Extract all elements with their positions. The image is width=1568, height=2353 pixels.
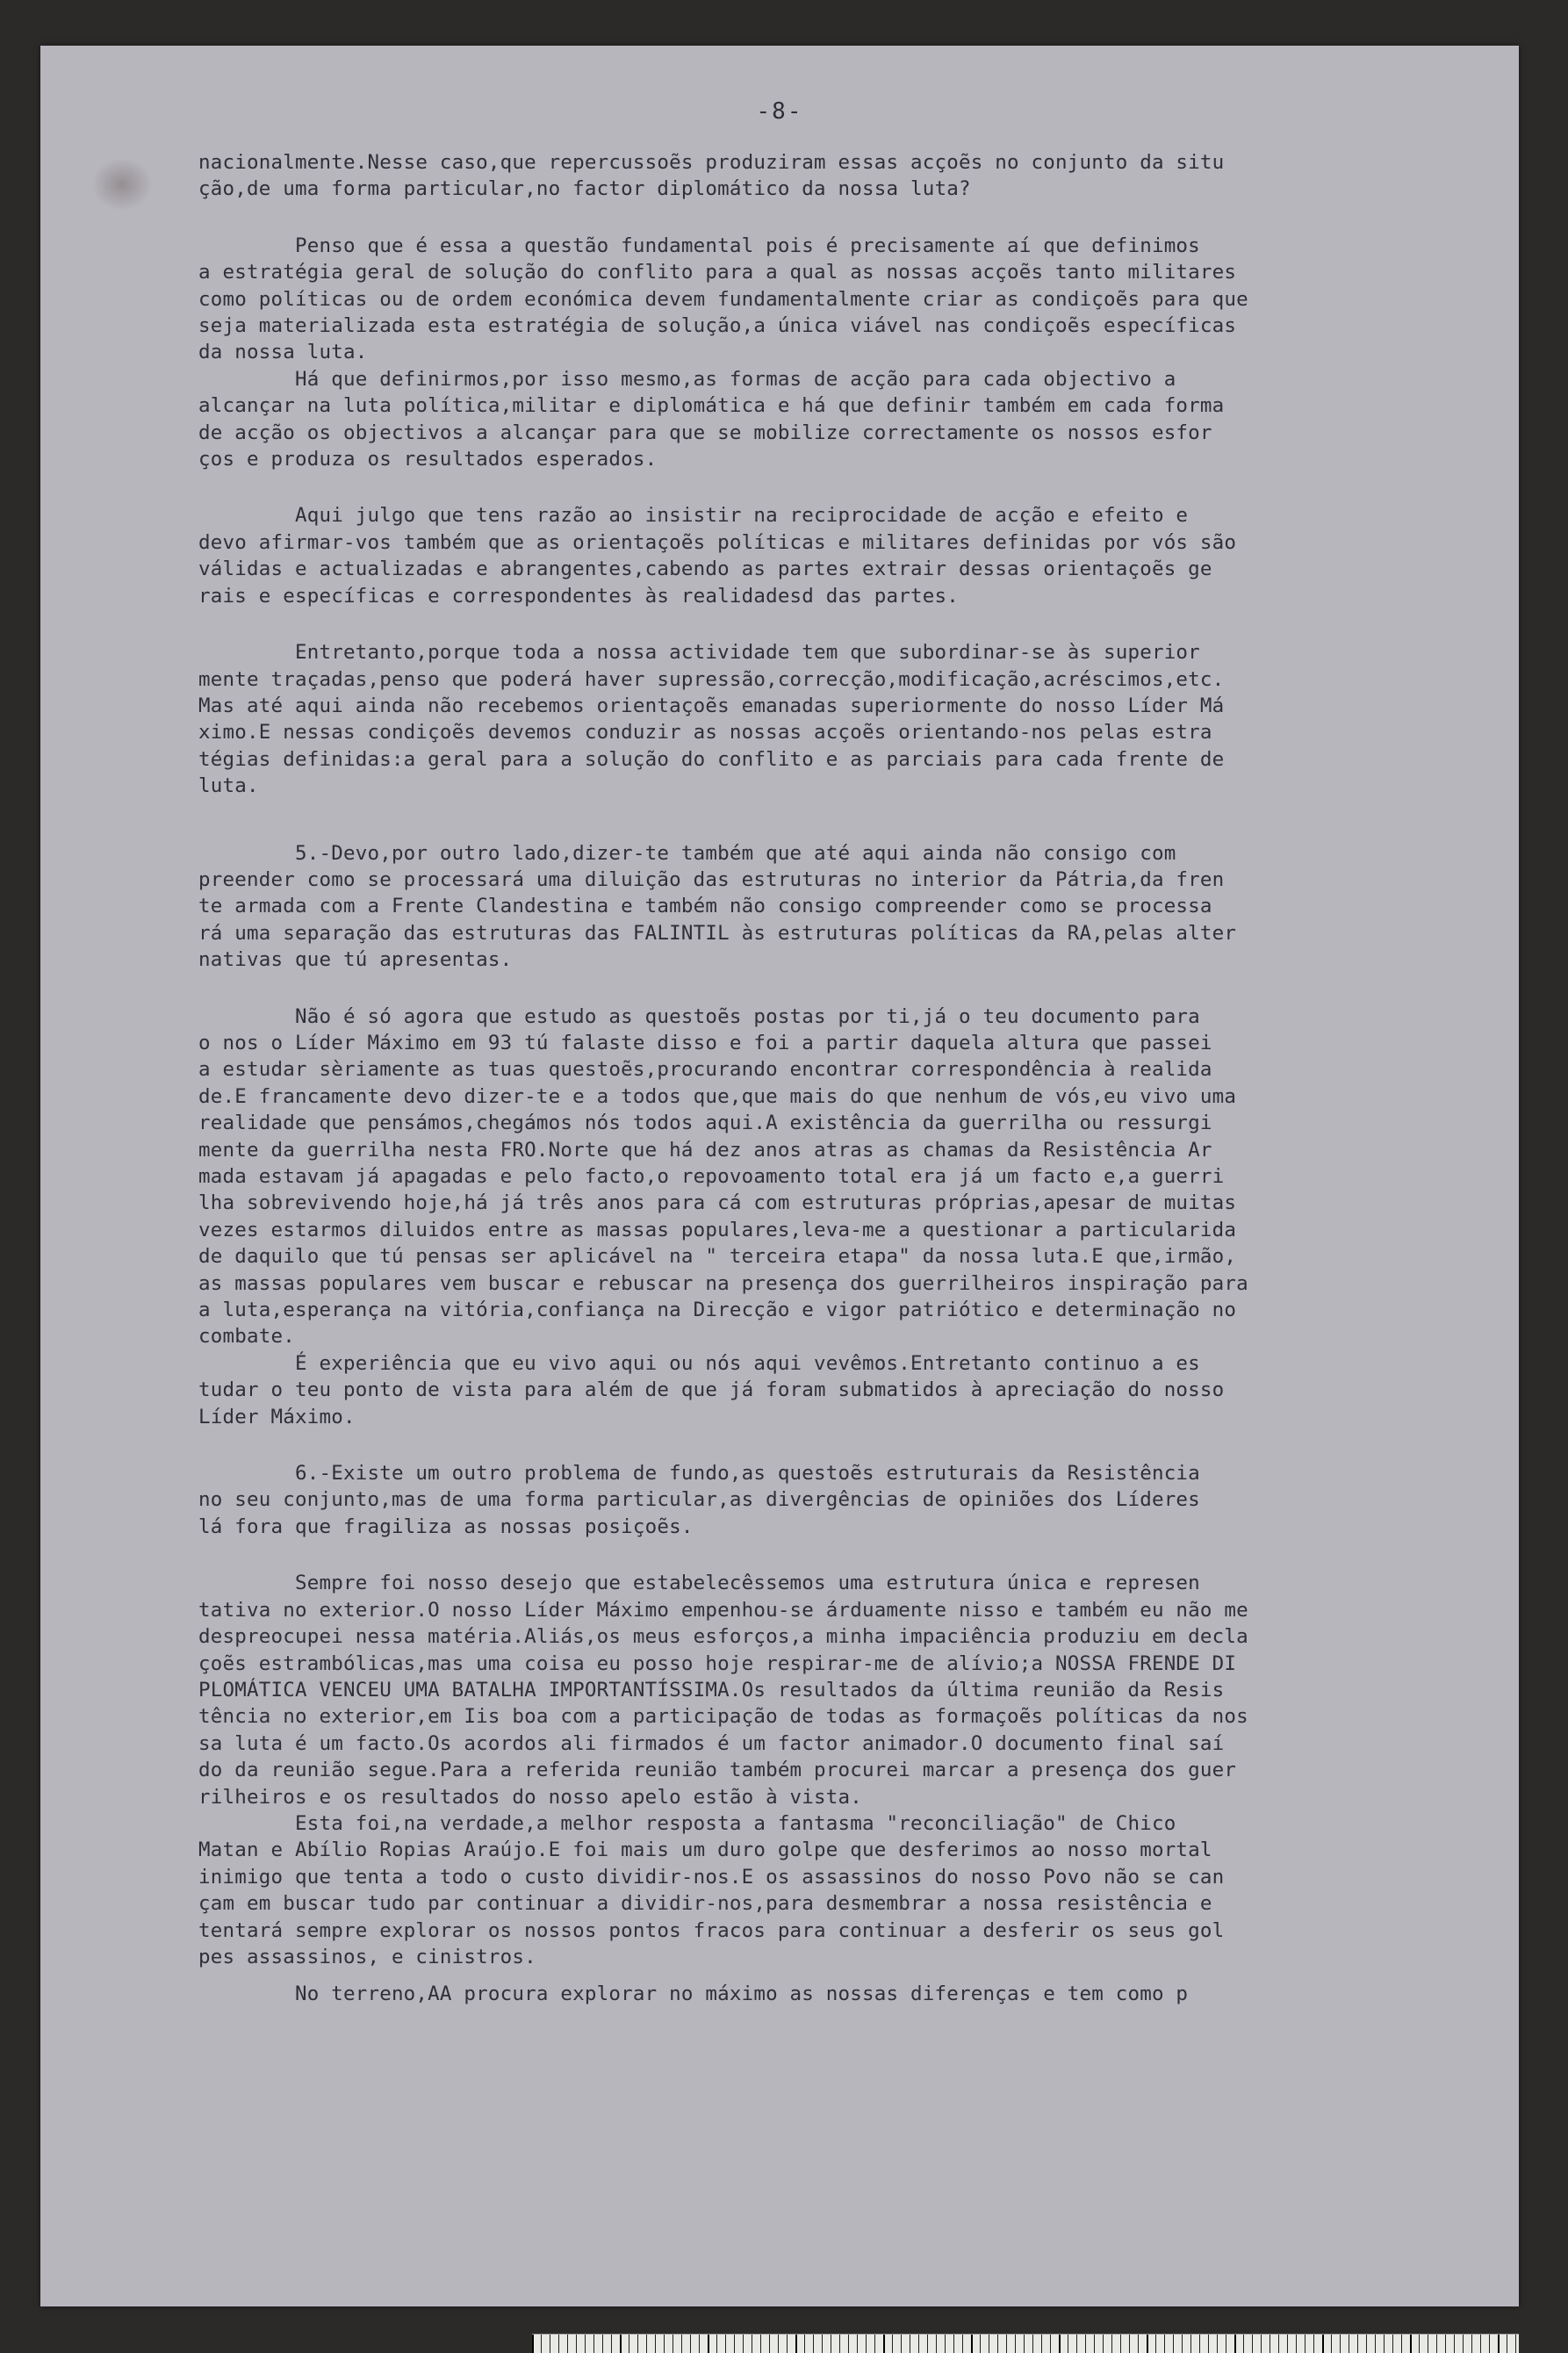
text-line: te armada com a Frente Clandestina e também não consigo compreender como se processa — [198, 895, 1212, 918]
paragraph — [198, 1981, 1471, 2007]
text-line: a estudar sèriamente as tuas questoẽs,procurando encontrar correspondência à realida — [198, 1058, 1212, 1082]
text-line: No terreno,AA procura explorar no máximo as nossas diferenças e tem como p — [198, 1982, 1189, 2006]
text-line: Não é só agora que estudo as questoẽs postas por ti,já o teu documento para — [198, 1004, 1200, 1028]
text-line: ximo.E nessas condiçoẽs devemos conduzir as nossas acçoẽs orientando-nos pelas estra — [198, 721, 1212, 745]
text-line: ços e produza os resultados esperados. — [198, 448, 658, 471]
paragraph — [198, 1570, 1471, 1810]
text-line: mente traçadas,penso que poderá haver supressão,correcção,modificação,acréscimos,etc. — [198, 667, 1225, 691]
text-line: tégias definidas:a geral para a solução do conflito e as parciais para cada frente de — [198, 747, 1225, 771]
text-line: Entretanto,porque toda a nossa actividade tem que subordinar-se às superior — [198, 641, 1200, 665]
text-line: Aqui julgo que tens razão ao insistir na reciprocidade de acção e efeito e — [198, 504, 1189, 528]
text-line: despreocupei nessa matéria.Aliás,os meus esforços,a minha impaciência produziu em decla — [198, 1625, 1248, 1649]
text-line: ção,de uma forma particular,no factor diplomático da nossa luta? — [198, 177, 971, 201]
text-line: pes assassinos, e cinistros. — [198, 1945, 536, 1968]
text-line: realidade que pensámos,chegámos nós todos aqui.A existência da guerrilha ou ressurgi — [198, 1112, 1212, 1135]
text-line: tativa no exterior.O nosso Líder Máximo empenhou-se árduamente nisso e também eu não me — [198, 1598, 1248, 1622]
text-line: Matan e Abílio Ropias Araújo.E foi mais um duro golpe que desferimos ao nosso mortal — [198, 1839, 1212, 1862]
text-line: do da reunião segue.Para a referida reunião também procurei marcar a presença dos guer — [198, 1759, 1237, 1782]
text-line: seja materializada esta estratégia de solução,a única viável nas condiçoẽs específicas — [198, 314, 1237, 338]
text-line: mente da guerrilha nesta FRO.Norte que há dez anos atras as chamas da Resistência Ar — [198, 1138, 1212, 1162]
paragraph — [198, 1004, 1471, 1350]
paragraph — [198, 1810, 1471, 1970]
paragraph — [198, 840, 1471, 974]
text-line: Esta foi,na verdade,a melhor resposta a fantasma "reconciliação" de Chico — [198, 1811, 1176, 1835]
text-line: o nos o Líder Máximo em 93 tú falaste disso e foi a partir daquela altura que passei — [198, 1031, 1212, 1054]
text-line: Mas até aqui ainda não recebemos orientaçoẽs emanadas superiormente do nosso Líder Má — [198, 694, 1225, 717]
paragraph — [198, 1460, 1471, 1540]
text-line: É experiência que eu vivo aqui ou nós aqui vevêmos.Entretanto continuo a es — [198, 1351, 1200, 1375]
text-line: Há que definirmos,por isso mesmo,as formas de acção para cada objectivo a — [198, 367, 1176, 391]
text-line: alcançar na luta política,militar e diplomática e há que definir também em cada forma — [198, 394, 1225, 418]
text-line: Sempre foi nosso desejo que estabelecêssemos uma estrutura única e represen — [198, 1572, 1200, 1595]
text-line: vezes estarmos diluidos entre as massas populares,leva-me a questionar a particularida — [198, 1218, 1237, 1241]
text-line: de acção os objectivos a alcançar para que se mobilize correctamente os nossos esfor — [198, 421, 1212, 444]
paper-stain — [91, 158, 153, 211]
paragraph — [198, 1350, 1471, 1430]
text-line: çoẽs estrambólicas,mas uma coisa eu posso hoje respirar-me de alívio;a NOSSA FRENDE DI — [198, 1651, 1237, 1675]
text-line: rilheiros e os resultados do nosso apelo estão à vista. — [198, 1785, 863, 1809]
text-line: lha sobrevivendo hoje,há já três anos para cá com estruturas próprias,apesar de muitas — [198, 1191, 1237, 1215]
text-line: preender como se processará uma diluição das estruturas no interior da Pátria,da fren — [198, 867, 1225, 891]
text-line: rais e específicas e correspondentes às realidadesd das partes. — [198, 584, 960, 608]
text-line: como políticas ou de ordem económica devem fundamentalmente criar as condiçoẽs para que — [198, 287, 1248, 311]
text-line: nativas que tú apresentas. — [198, 948, 513, 972]
text-line: lá fora que fragiliza as nossas posiçoẽs. — [198, 1515, 694, 1538]
paragraph — [198, 149, 1471, 203]
text-line: de daquilo que tú pensas ser aplicável na " terceira etapa" da nossa luta.E que,irmão, — [198, 1245, 1237, 1269]
page-number: -8- — [756, 98, 803, 125]
text-line: tência no exterior,em Iis boa com a participação de todas as formaçoẽs políticas da nos — [198, 1705, 1248, 1729]
text-line: no seu conjunto,mas de uma forma particular,as divergências de opiniões dos Líderes — [198, 1488, 1200, 1512]
text-line: de.E francamente devo dizer-te e a todos que,que mais do que nenhum de vós,eu vivo uma — [198, 1084, 1237, 1108]
scale-ruler — [532, 2334, 1519, 2353]
text-line: sa luta é um facto.Os acordos ali firmados é um factor animador.O documento final saí — [198, 1731, 1225, 1755]
text-line: inimigo que tenta a todo o custo dividir-nos.E os assassinos do nosso Povo não se can — [198, 1865, 1225, 1889]
paragraph — [198, 366, 1471, 473]
text-line: luta. — [198, 774, 259, 798]
text-line: Líder Máximo. — [198, 1405, 356, 1428]
text-line: nacionalmente.Nesse caso,que repercussoẽs produziram essas acçoẽs no conjunto da situ — [198, 151, 1225, 174]
text-line: tentará sempre explorar os nossos pontos fracos para continuar a desferir os seus gol — [198, 1918, 1225, 1942]
text-line: 6.-Existe um outro problema de fundo,as questoẽs estruturais da Resistência — [198, 1462, 1200, 1486]
paragraph — [198, 639, 1471, 799]
text-line: devo afirmar-vos também que as orientaçoẽs políticas e militares definidas por vós são — [198, 530, 1237, 554]
text-line: a estratégia geral de solução do conflito para a qual as nossas acçoẽs tanto militares — [198, 261, 1237, 284]
text-line: rá uma separação das estruturas das FALINTIL às estruturas políticas da RA,pelas alter — [198, 921, 1237, 945]
text-line: mada estavam já apagadas e pelo facto,o repovoamento total era já um facto e,a guerri — [198, 1165, 1225, 1188]
paragraph — [198, 502, 1471, 609]
text-line: combate. — [198, 1325, 295, 1349]
text-line: a luta,esperança na vitória,confiança na Direcção e vigor patriótico e determinação no — [198, 1299, 1237, 1322]
text-line: 5.-Devo,por outro lado,dizer-te também que até aqui ainda não consigo com — [198, 841, 1176, 865]
text-line: as massas populares vem buscar e rebuscar na presença dos guerrilheiros inspiração para — [198, 1271, 1248, 1295]
text-line: çam em buscar tudo par continuar a dividir-nos,para desmembrar a nossa resistência e — [198, 1892, 1212, 1916]
text-line: tudar o teu ponto de vista para além de que já foram submatidos à apreciação do nosso — [198, 1378, 1225, 1402]
text-line: da nossa luta. — [198, 341, 368, 364]
letter-body — [198, 149, 1471, 2008]
text-line: Penso que é essa a questão fundamental pois é precisamente aí que definimos — [198, 234, 1200, 257]
document-page — [40, 46, 1519, 2306]
text-line: válidas e actualizadas e abrangentes,cabendo as partes extrair dessas orientaçoẽs ge — [198, 558, 1212, 581]
paragraph — [198, 233, 1471, 366]
text-line: PLOMÁTICA VENCEU UMA BATALHA IMPORTANTÍSSIMA.Os resultados da última reunião da Resis — [198, 1678, 1225, 1702]
